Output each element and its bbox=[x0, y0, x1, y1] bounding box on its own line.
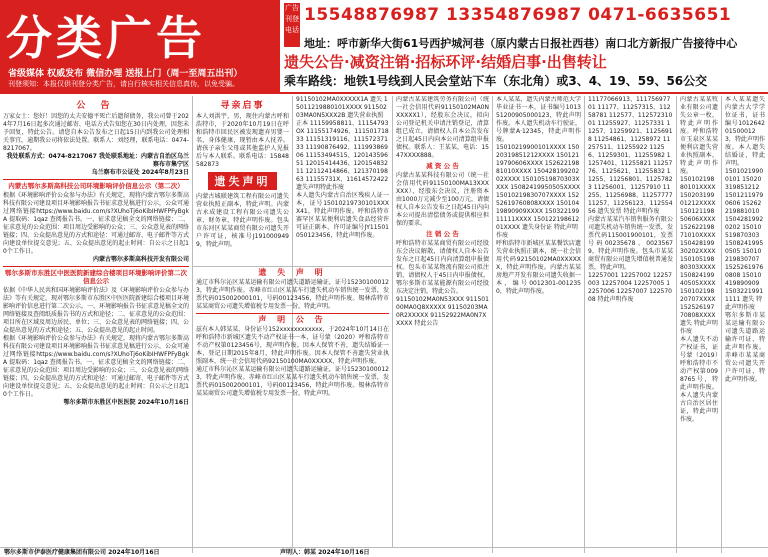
notice-body: 本人某某，遗失内蒙古师范大学毕业证书一本，证书编号101351200905000123，特此声明作废。本人遗失机动车行驶证，号牌蒙A·12345，特此声明作废。 bbox=[496, 96, 581, 143]
section-title: 寻亲启事 bbox=[220, 101, 265, 111]
section-banner: 遗失声明 bbox=[208, 172, 277, 190]
notice-body: 本人刘洪宇，男，现住内蒙古呼和浩特市，于2020年10月19日在呼和浩特市回民区被发现遗弃男婴一名，身体健康，现暂由本人抚养。请孩子亲生父母或其他监护人见报后与本人联系。联系电话：15848582873 bbox=[196, 113, 289, 168]
notice-body: 通辽市科尔沁区某某运输有限公司遗失道路运输证，证号152301000123，特此声明作废。赤峰市红山区某某车行遗失机动车销售统一发票，发票代码015002000101，号码00123456，特此声明作废。锡林浩特市某某商贸公司遗失增值税专用发票一份，特此声明。 bbox=[196, 366, 389, 397]
header-divider bbox=[0, 92, 768, 94]
notice-body: 呼和浩特市某某商贸有限公司经股东会决议解散，请债权人自本公告发布之日起45日内向清算组申报债权。包头市某某物流有限公司拟注销，请债权人于45日内申报债权。鄂尔多斯市某某能源有限公司经股东决定注销，特此公告。 bbox=[396, 240, 489, 295]
notice-heading: 声 明 公 告 bbox=[258, 315, 327, 324]
divider bbox=[196, 313, 389, 314]
number-list: 91150102MA0N53XXX 91150100MA0Q8XXXXX 91150203MA0R2XXXXX 91152922MA0N7XXXXX 特此公告 bbox=[396, 296, 489, 327]
notice-body: 内蒙古某某建筑劳务有限公司（统一社会信用代码91150102MA0NXXXXX1），经股东会决议，拟向公司登记机关申请注销登记，清算组已成立，请债权人自本公告发布之日起45日内向本公司清算组申报债权。联系人：王某某，电话：1547XXXX888。 bbox=[396, 96, 489, 159]
footer-signature-mid: 声明人：韩某 2024年10月16日 bbox=[280, 549, 370, 556]
column-1 bbox=[0, 96, 193, 553]
brand-note: 刊登须知：本报仅供刊登分类广告，请自行核实相关信息真伪，以免受骗。 bbox=[8, 80, 239, 88]
notice-body: 内蒙古某某牧业有限公司遗失公章一枚，特此声明作废。呼和浩特市玉泉区某某便利店遗失营业执照副本，特此声明作废。 bbox=[680, 96, 718, 175]
office-address: 地址：呼市新华大街61号西护城河巷（原内蒙古日报社西巷）南口北方新报广告接待中心 bbox=[304, 37, 738, 50]
number-list: 15010219900101 15020319851212 15012119790606 15262219881010 15042819920202 15010519870303 15082419950505 15010219830707 15252619760808 15010419890909 15032219911111 遗失 特此声明作废 bbox=[725, 168, 764, 311]
notice-body: 兹有本人韩某某，身份证号152xxxxxxxxxxxx，于2024年10月14日在呼和浩特市新城区遗失不动产权证书一本，证号蒙（2020）呼和浩特市不动产权第0123456号，现声明作废。因本人保管不善，遗失结婚证一本，登记日期2015年8月，特此声明作废。因本人保管不善遗失营业执照副本，统一社会信用代码92150100MA0XXXXX，特此声明作废。 bbox=[196, 326, 389, 365]
service-list: 遗失公告·减资注销·招标环评·结婚启事·出售转让 bbox=[284, 53, 607, 71]
number-list: 15010219900101XXXX 15020319851212XXXX 15012119790606XXXX 15262219881010XXXX 15042819920202XXXX 15010519870303XXXX 15082419950505XXXX 15010219830707XXXX 15252619760808XXXX 15010419890909XXXX 15032219911111XXXX 15012219861201XXXX 遗失身份证 特此声明作废 bbox=[496, 144, 581, 239]
notice-body: 本人某某遗失内蒙古大学学位证书，证书编号1012642015000123，特此声明作废。本人遗失结婚证，特此声明。 bbox=[725, 96, 765, 167]
notice-signature: 内蒙古鄂尔多斯高科技开发有限公司 bbox=[92, 256, 189, 263]
notice-body: 内蒙古某某汽车销售服务有限公司遗失机动车销售统一发票，发票代码115001900101，发票号码00235678、00235679，特此声明作废。包头市某某商贸有限公司遗失增值税普通发票，特此声明。 bbox=[588, 216, 673, 271]
column-5 bbox=[493, 96, 585, 553]
number-list: 11177066913、11175697701 11177、11257315、11258781 112577、11257231001 11255927、11257331 11257、11259921、11256918 11254861、11258972 11257511、11255922 11256、11259301、11255982 11257401、11255821 1125776、1125621、11255832 11255、11256801、11257823 11256001、11257910 11255、11256988、11257777 11257、11256123、11255456 遗失发票 特此声明作废 bbox=[588, 96, 673, 215]
notice-signature: 鄂尔多斯市东胜区中医医院 2024年10月16日 bbox=[63, 399, 189, 406]
notice-body: 根据《环境影响评价公众参与办法》有关规定，现将内蒙古鄂尔多斯高科技有限公司建设项目环境影响报告书征求意见稿进行公示，公众可通过网络链接https://www.baidu.com/s?XUhoTj6oKibIHWFPFyBgkA 提取码：1qaz 查阅报告书。一、征求意见稿全文的网络链接；二、征求意见的公众范围：项目周边受影响的公众；三、公众意见表的网络链接；四、公众提出意见的方式和途径：可通过邮寄、电子邮件等方式向建设单位提交意见；五、公众提出意见的起止时间：自公示之日起10个工作日。 bbox=[3, 335, 190, 398]
notice-body: 依据《中华人民共和国环境影响评价法》及《环境影响评价公众参与办法》等有关规定，现对鄂尔多斯市东胜区中医医院新建综合楼项目环境影响评价信息进行第二次公示。一、环境影响报告书征求意见稿全文的网络链接及查阅纸质报告书的方式和途径；二、征求意见的公众范围：项目所在区域及周边居民、单位；三、公众意见表的网络链接；四、公众提出意见的方式和途径；五、公众提出意见的起止时间。 bbox=[3, 287, 190, 334]
column-8 bbox=[722, 96, 768, 553]
brand-block bbox=[0, 0, 280, 92]
notice-body: 呼和浩特市新城区某某餐饮店遗失营业执照正副本，统一社会信用代码92150102MA0XXXXXX，特此声明作废。内蒙古某某房地产开发有限公司遗失收据一本，编号0012301-0012350，特此声明作废。 bbox=[496, 240, 581, 295]
notice-body: 万家女士：您好！因您的太夫安德平死亡后遗留债务，我公司曾于2024年7月16日起多次通过邮寄、电话方式告知您在30日内处理，因您未予回复，特此公告。请您自本公告发布之日起15日内到我公司处理相关事宜，逾期我公司将依法处置。联系人：刘经理，联系电话：0474-8217067。 bbox=[3, 113, 189, 152]
notice-signature: 乌兰察布市公证处 2024年8月23日 bbox=[91, 169, 189, 176]
hotline-label: 广告刊登电话 bbox=[284, 3, 300, 47]
notice-heading: 遗 失 声 明 bbox=[258, 268, 327, 277]
column-4 bbox=[393, 96, 493, 553]
page-title: 分类广告 bbox=[6, 11, 206, 65]
column-3 bbox=[293, 96, 393, 266]
masthead bbox=[0, 0, 768, 92]
number-list: 12257001 12257002 12257003 12257004 12257005 12257006 12257007 12257008 特此声明作废 bbox=[588, 272, 672, 303]
notice-body: 内蒙古某某科技有限公司（统一社会信用代码91150100MA13XXXXXX），经股东会决议，注册资本由1000万元减少至100万元，请债权人自本公告发布之日起45日内向本公司提出清偿债务或提供相应担保的要求。 bbox=[396, 172, 489, 227]
divider bbox=[3, 179, 189, 180]
bus-route: 乘车路线：地铁1号线到人民会堂站下车（东北角）或3、4、19、59、56公交 bbox=[284, 74, 708, 88]
notice-heading: 注 销 公 告 bbox=[426, 230, 459, 238]
footer-signature-left: 鄂尔多斯市伊泰医疗健康集团有限公司 2024年10月16日 bbox=[4, 549, 160, 556]
notice-body: 本人遗失内蒙古自治区残疾人证一本，证号15010219730101XXXX41，特此声明作废。呼和浩特市赛罕区某某便利店遗失食品经营许可证正副本，许可证编号JY11501050123456，特此声明作废。 bbox=[296, 192, 389, 239]
brand-slogan: 省级媒体 权威发布 微信办理 送报上门（周一至周五出刊） bbox=[8, 69, 243, 79]
phone-numbers: 15548876987 13354876987 0471-6635651 bbox=[304, 5, 732, 25]
number-list: 15010219880101XXXX 15020319901212XXXX 15012119850606XXXX 15262219871010XXXX 15042819930202XXXX 15010519880303XXXX 15082419940505XXXX 15010219820707XXXX 15252619770808XXXX 遗失 特此声明作废 bbox=[680, 176, 718, 335]
notice-heading: 鄂尔多斯市东胜区中医医院新建综合楼项目环境影响评价第二次信息公示 bbox=[5, 269, 187, 285]
notice-heading: 内蒙古鄂尔多斯高科技公司环境影响评价信息公示（第二次） bbox=[8, 182, 184, 190]
page-footer bbox=[0, 547, 768, 557]
notice-contact: 我处联系方式：0474-8217067 我处联系地址：内蒙古自治区乌兰察布市集宁区 bbox=[6, 153, 189, 168]
number-list: 91150102MA0XXXXX1A 遗失 15011219880101XXXX 91150203MA0N5XXX2B 遗失营业执照正本 11159958811、11154793OX 11155174926、11150171833 11151319116、11157237133 11190876492、11199386906 11153494515、12014359651 12015414436、12015483211 12112414866、12137019863 11155731X、11614572422 遗失声明特此作废 bbox=[296, 96, 389, 191]
notice-heading: 减 资 公 告 bbox=[426, 162, 459, 170]
column-7 bbox=[677, 96, 722, 553]
column-2-3-lower bbox=[193, 266, 393, 547]
notice-body: 根据《环境影响评价公众参与办法》有关规定，现将内蒙古鄂尔多斯高科技有限公司建设项目环境影响报告书征求意见稿进行公示，公众可通过网络链接https://www.baidu.com/s?XUhoTj6oKibIHWFPFyBgkA 提取码：1qaz 查阅报告书。一、征求意见稿全文的网络链接；二、征求意见的公众范围：项目周边受影响的公众；三、公众意见表的网络链接；四、公众提出意见的方式和途径：可通过邮寄、电子邮件等方式向建设单位提交意见；五、公众提出意见的起止时间：自公示之日起10个工作日。 bbox=[3, 192, 190, 255]
notice-body: 通辽市科尔沁区某某运输有限公司遗失道路运输证，证号152301000123，特此声明作废。赤峰市红山区某某车行遗失机动车销售统一发票，发票代码015002000101，号码00123456，特此声明作废。锡林浩特市某某商贸公司遗失增值税专用发票一份，特此声明。 bbox=[196, 279, 389, 310]
notice-body: 内蒙古城联建筑工程有限公司遗失营业执照正副本，特此声明。内蒙古永成建设工程有限公司遗失公章、财务章，特此声明作废。包头市东河区某某商贸有限公司遗失开户许可证，核准号J1910009499，特此声明。 bbox=[196, 193, 289, 248]
section-title: 公 告 bbox=[76, 101, 116, 111]
column-6 bbox=[585, 96, 677, 553]
notice-body: 本人遗失不动产权证书，证号蒙（2019）呼和浩特市不动产权第0098765号，特此声明作废。本人遗失内蒙古自治区居住证，特此声明作废。 bbox=[680, 336, 718, 423]
divider bbox=[3, 266, 189, 267]
notice-body: 鄂尔多斯市某某运输有限公司遗失道路运输许可证，特此声明作废。赤峰市某某商贸公司遗失开户许可证，特此声明作废。 bbox=[725, 312, 765, 383]
